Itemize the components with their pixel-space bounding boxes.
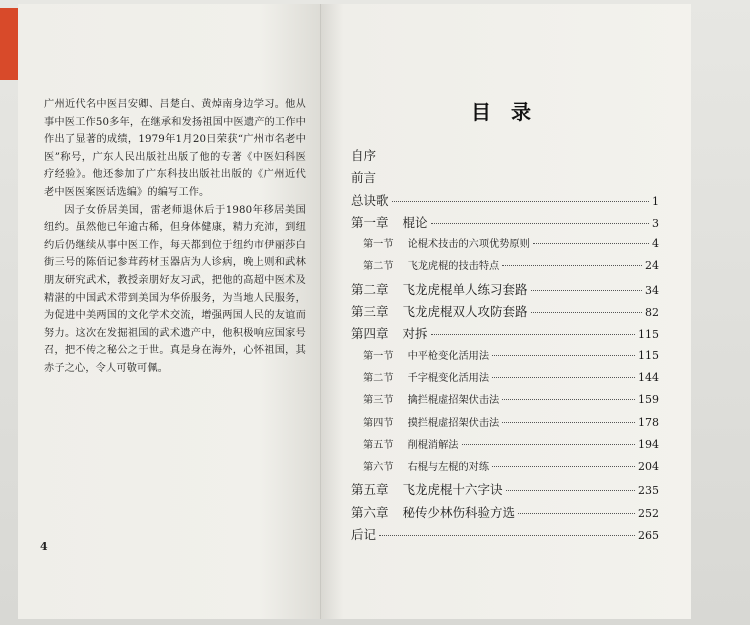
toc-section-number: 第六节 (363, 462, 394, 474)
toc-page-number: 178 (638, 415, 659, 429)
toc-entry (351, 146, 659, 168)
toc-section-number: 第五章 (351, 482, 389, 498)
toc-entry-label (351, 168, 376, 186)
toc-section-title: 后记 (351, 527, 377, 543)
toc-entry (351, 213, 659, 235)
toc-section-title: 右棍与左棍的对练 (407, 462, 490, 474)
toc-entry-label (363, 391, 499, 406)
toc-entry (351, 257, 659, 279)
toc-entry-label (363, 458, 489, 473)
toc-page-number: 82 (645, 306, 659, 320)
toc-section-title: 削棍消解法 (407, 439, 459, 451)
toc-entry (351, 436, 659, 458)
toc-entry-label (351, 525, 376, 543)
page-number: 4 (40, 540, 48, 553)
toc-section-number: 第三章 (351, 304, 389, 320)
toc-entry (351, 480, 659, 502)
toc-page-number: 144 (638, 370, 659, 384)
toc-entry (351, 324, 659, 346)
toc-dot-leader (462, 444, 636, 445)
toc-section-title: 对拆 (402, 326, 428, 342)
toc-entry (351, 235, 659, 257)
toc-page-number: 1 (652, 194, 659, 208)
toc-entry-label (351, 146, 376, 164)
left-page-body (44, 96, 306, 378)
right-page (321, 4, 691, 619)
toc-title: 目录 (471, 100, 551, 124)
open-book (18, 4, 693, 619)
toc-section-title: 秘传少林伤科验方选 (402, 504, 516, 520)
toc-section-number: 第四章 (351, 326, 389, 342)
toc-entry-label (351, 191, 389, 209)
toc-section-number: 第六章 (351, 504, 389, 520)
toc-entry (351, 369, 659, 391)
toc-page-number: 3 (652, 216, 659, 230)
toc-entry-label (351, 213, 428, 231)
toc-section-title: 飞龙虎棍单人练习套路 (402, 281, 528, 297)
toc-dot-leader (392, 201, 649, 202)
toc-section-title: 前言 (351, 170, 377, 186)
toc-entry (351, 280, 659, 302)
toc-section-number: 第二章 (351, 281, 389, 297)
toc-entry (351, 391, 659, 413)
toc-entry (351, 458, 659, 480)
toc-entry-label (351, 302, 528, 320)
toc-section-title: 中平枪变化活用法 (407, 350, 490, 362)
toc-entry (351, 168, 659, 190)
toc-section-number: 第三节 (363, 395, 394, 407)
toc-entry-label (363, 436, 459, 451)
toc-page-number: 115 (638, 328, 659, 342)
toc-section-title: 飞龙虎棍的技击特点 (407, 261, 500, 273)
toc-dot-leader (379, 535, 635, 536)
toc-dot-leader (492, 377, 635, 378)
toc-dot-leader (431, 334, 635, 335)
toc-entry (351, 191, 659, 213)
toc-section-title: 擒拦棍虚招架伏击法 (407, 395, 500, 407)
toc-section-number: 第四节 (363, 417, 394, 429)
toc-entry-label (363, 235, 530, 250)
toc-section-title: 飞龙虎棍双人攻防套路 (402, 304, 528, 320)
toc-section-title: 摸拦棍虚招架伏击法 (407, 417, 500, 429)
toc-entry-label (363, 347, 489, 362)
toc-section-title: 自序 (351, 148, 377, 163)
toc-page-number: 235 (638, 484, 659, 498)
toc-page-number: 24 (645, 259, 659, 273)
toc-dot-leader (502, 399, 635, 400)
body-paragraph: 广州近代名中医吕安卿、吕楚白、黄焯南身边学习。他从事中医工作50多年，在继承和发扬祖国中医遗产的工作中作出了显著的成绩，1979年1月20日荣获“广州市名老中医”称号，广东人民出版社出版了他的专著《中医妇科医疗经验》。他还参加了广东科技出版社出版的《广州近代老中医医案医话选编》的编写工作。 (44, 99, 306, 198)
toc-section-title: 总诀歌 (351, 192, 389, 208)
toc-entry-label (363, 369, 489, 384)
toc-page-number: 115 (638, 348, 659, 362)
toc-section-title: 千字棍变化活用法 (407, 372, 490, 384)
toc-entry (351, 503, 659, 525)
toc-dot-leader (518, 513, 635, 514)
toc-dot-leader (492, 355, 635, 356)
toc-entry-label (351, 503, 515, 521)
toc-entry-label (351, 324, 428, 342)
toc-section-number: 第五节 (363, 439, 394, 451)
toc-entry-label (351, 480, 503, 498)
toc-entry (351, 525, 659, 547)
toc-section-number: 第一章 (351, 214, 389, 230)
table-of-contents (351, 146, 659, 547)
toc-page-number: 34 (645, 283, 659, 297)
toc-dot-leader (502, 265, 642, 266)
toc-entry (351, 414, 659, 436)
toc-section-number: 第二节 (363, 261, 394, 273)
toc-dot-leader (431, 223, 649, 224)
toc-dot-leader (531, 312, 642, 313)
toc-entry-label (351, 280, 528, 298)
toc-section-title: 棍论 (402, 214, 428, 230)
toc-dot-leader (533, 243, 649, 244)
toc-section-title: 论棍术技击的六项优势原则 (407, 239, 530, 251)
body-paragraph: 因子女侨居美国，雷老师退休后于1980年移居美国纽约。虽然他已年逾古稀，但身体健康，精力充沛，到纽约后仍继续从事中医工作，每天都到位于纽约市伊丽莎白街三号的陈佰记参茸药材玉器店为人诊病，晚上则和武林朋友研究武术，教授亲朋好友习武，把他的高超中医术及精湛的中国武术带到美国为华侨服务，为当地人民服务，为促进中美两国的文化学术交流，增强两国人民的友谊而努力。这次在发掘祖国的武术遗产中，他积极响应国家号召，把不传之秘公之于世。真是身在海外，心怀祖国，其赤子之心，令人可敬可佩。 (44, 204, 306, 374)
toc-dot-leader (506, 490, 635, 491)
toc-entry-label (363, 257, 499, 272)
toc-entry-label (363, 414, 499, 429)
toc-section-number: 第一节 (363, 350, 394, 362)
toc-section-title: 飞龙虎棍十六字诀 (402, 482, 503, 498)
left-page (18, 4, 321, 619)
toc-dot-leader (492, 466, 635, 467)
toc-dot-leader (502, 422, 635, 423)
toc-section-number: 第二节 (363, 372, 394, 384)
toc-entry (351, 347, 659, 369)
toc-entry (351, 302, 659, 324)
toc-dot-leader (531, 290, 642, 291)
toc-page-number: 159 (638, 393, 659, 407)
toc-page-number: 4 (652, 237, 659, 251)
toc-page-number: 204 (638, 460, 659, 474)
toc-page-number: 265 (638, 529, 659, 543)
toc-section-number: 第一节 (363, 239, 394, 251)
toc-page-number: 252 (638, 506, 659, 520)
toc-page-number: 194 (638, 437, 659, 451)
